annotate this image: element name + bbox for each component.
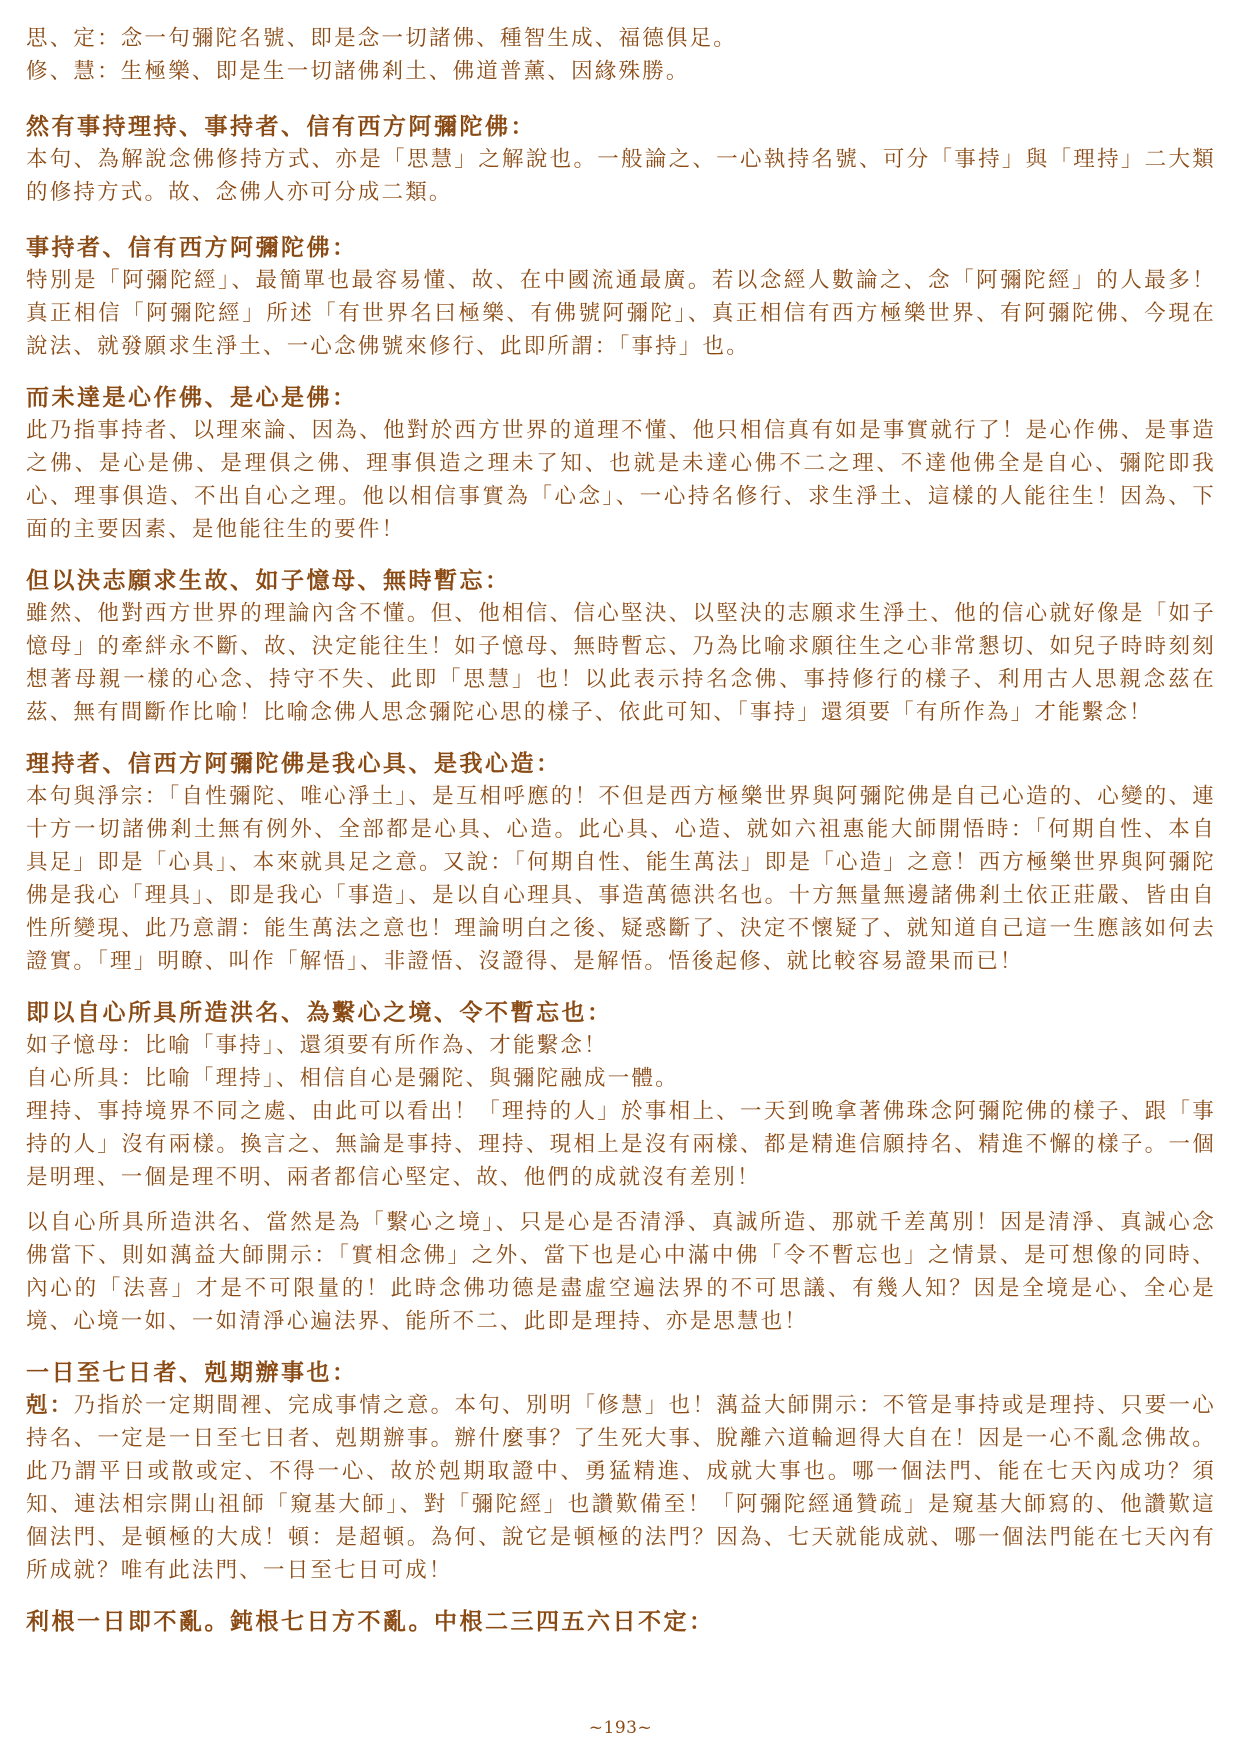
paragraph: 本句、為解說念佛修持方式、亦是「思慧」之解說也。一般論之、一心執持名號、可分「事持」與「理持」二大類的修持方式。故、念佛人亦可分成二類。 — [26, 147, 1216, 205]
section-heading: 但以決志願求生故、如子憶母、無時暫忘： — [26, 567, 511, 594]
intro-line-2: 修、慧：生極樂、即是生一切諸佛剎土、佛道普薰、因緣殊勝。 — [26, 59, 690, 84]
section-heading: 一日至七日者、剋期辦事也： — [26, 1359, 358, 1386]
paragraph-text: 乃指於一定期間裡、完成事情之意。本句、別明「修慧」也！蕅益大師開示：不管是事持或是理持、只要一心持名、一定是一日至七日者、剋期辦事。辦什麼事？了生死大事、脫離六道輪迴得大自在！因是一心不亂念佛故。此乃謂平日或散或定、不得一心、故於剋期取證中、勇猛精進、成就大事也。哪一個法門、能在七天內成功？須知、連法相宗開山祖師「窺基大師」、對「彌陀經」也讚歎備至！「阿彌陀經通贊疏」是窺基大師寫的、他讚歎這個法門、是頓極的大成！頓：是超頓。為何、說它是頓極的法門？因為、七天就能成就、哪一個法門能在七天內有所成就？唯有此法門、一日至七日可成！ — [26, 1393, 1216, 1583]
section-heading: 利根一日即不亂。鈍根七日方不亂。中根二三四五六日不定： — [26, 1608, 715, 1635]
paragraph — [26, 1389, 1216, 1587]
intro-line-1: 思、定：念一句彌陀名號、即是念一切諸佛、種智生成、福德俱足。 — [26, 26, 738, 51]
paragraph: 本句與淨宗：「自性彌陀、唯心淨土」、是互相呼應的！不但是西方極樂世界與阿彌陀佛是自己心造的、心變的、連十方一切諸佛剎土無有例外、全部都是心具、心造。此心具、心造、就如六祖惠能大師開悟時：「何期自性、本自具足」即是「心具」、本來就具足之意。又說：「何期自性、能生萬法」即是「心造」之意！西方極樂世界與阿彌陀佛是我心「理具」、即是我心「事造」、是以自心理具、事造萬德洪名也。十方無量無邊諸佛剎土依正莊嚴、皆由自性所變現、此乃意謂：能生萬法之意也！理論明白之後、疑惑斷了、決定不懷疑了、就知道自己這一生應該如何去證實。「理」明瞭、叫作「解悟」、非證悟、沒證得、是解悟。悟後起修、就比較容易證果而已！ — [26, 784, 1216, 974]
paragraph: 以自心所具所造洪名、當然是為「繫心之境」、只是心是否清淨、真誠所造、那就千差萬別！因是清淨、真誠心念佛當下、則如蕅益大師開示：「實相念佛」之外、當下也是心中滿中佛「令不暫忘也」之情景、是可想像的同時、內心的「法喜」才是不可限量的！此時念佛功德是盡虛空遍法界的不可思議、有幾人知？因是全境是心、全心是境、心境一如、一如清淨心遍法界、能所不二、此即是理持、亦是思慧也！ — [26, 1210, 1216, 1334]
paragraph: 特別是「阿彌陀經」、最簡單也最容易懂、故、在中國流通最廣。若以念經人數論之、念「阿彌陀經」的人最多！真正相信「阿彌陀經」所述「有世界名曰極樂、有佛號阿彌陀」、真正相信有西方極樂世界、有阿彌陀佛、今現在說法、就發願求生淨土、一心念佛號來修行、此即所謂：「事持」也。 — [26, 268, 1216, 359]
section-heading: 事持者、信有西方阿彌陀佛： — [26, 234, 358, 261]
paragraph: 此乃指事持者、以理來論、因為、他對於西方世界的道理不懂、他只相信真有如是事實就行了！是心作佛、是事造之佛、是心是佛、是理俱之佛、理事俱造之理未了知、也就是未達心佛不二之理、不達他佛全是自心、彌陀即我心、理事俱造、不出自心之理。他以相信事實為「心念」、一心持名修行、求生淨土、這樣的人能往生！因為、下面的主要因素、是他能往生的要件！ — [26, 418, 1216, 542]
document-page — [26, 22, 1216, 1638]
section-heading: 即以自心所具所造洪名、為繫心之境、令不暫忘也： — [26, 999, 613, 1026]
paragraph: 自心所具：比喻「理持」、相信自心是彌陀、與彌陀融成一體。 — [26, 1066, 679, 1091]
lead-term: 剋： — [26, 1393, 74, 1418]
section-heading: 然有事持理持、事持者、信有西方阿彌陀佛： — [26, 113, 536, 140]
section-heading: 而未達是心作佛、是心是佛： — [26, 384, 358, 411]
section-heading: 理持者、信西方阿彌陀佛是我心具、是我心造： — [26, 750, 562, 777]
paragraph: 雖然、他對西方世界的理論內含不懂。但、他相信、信心堅決、以堅決的志願求生淨土、他的信心就好像是「如子憶母」的牽絆永不斷、故、決定能往生！如子憶母、無時暫忘、乃為比喻求願往生之心非常懇切、如兒子時時刻刻想著母親一樣的心念、持守不失、此即「思慧」也！以此表示持名念佛、事持修行的樣子、利用古人思親念茲在茲、無有間斷作比喻！比喻念佛人思念彌陀心思的樣子、依此可知、「事持」還須要「有所作為」才能繫念！ — [26, 601, 1216, 725]
paragraph: 理持、事持境界不同之處、由此可以看出！「理持的人」於事相上、一天到晚拿著佛珠念阿彌陀佛的樣子、跟「事持的人」沒有兩樣。換言之、無論是事持、理持、現相上是沒有兩樣、都是精進信願持名、精進不懈的樣子。一個是明理、一個是理不明、兩者都信心堅定、故、他們的成就沒有差別！ — [26, 1099, 1216, 1190]
page-number: ~193~ — [588, 1718, 653, 1738]
paragraph: 如子憶母：比喻「事持」、還須要有所作為、才能繫念！ — [26, 1033, 608, 1058]
